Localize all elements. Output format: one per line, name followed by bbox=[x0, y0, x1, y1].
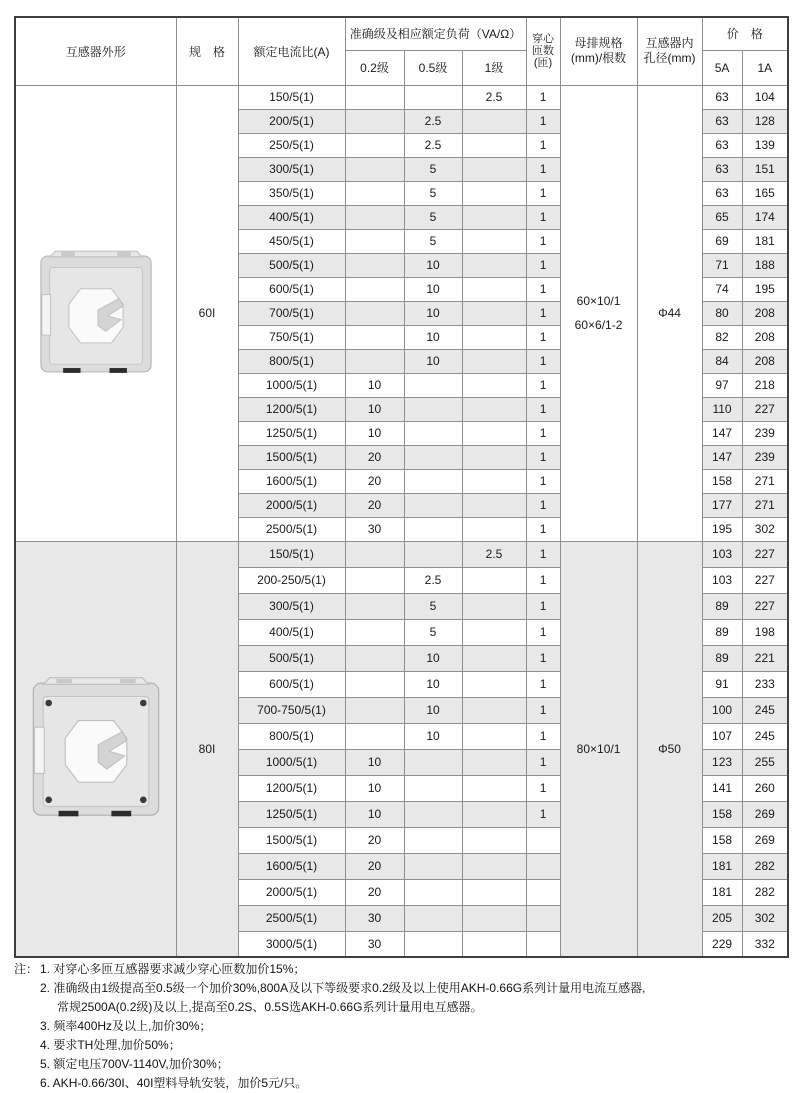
acc-1-cell bbox=[462, 879, 526, 905]
acc-02-cell bbox=[345, 181, 404, 205]
price-5a-cell: 107 bbox=[702, 723, 742, 749]
price-5a-cell: 89 bbox=[702, 619, 742, 645]
acc-02-cell bbox=[345, 349, 404, 373]
acc-02-cell bbox=[345, 277, 404, 301]
acc-1-cell bbox=[462, 133, 526, 157]
ratio-cell: 1600/5(1) bbox=[238, 853, 345, 879]
acc-1-cell bbox=[462, 493, 526, 517]
price-1a-cell: 208 bbox=[742, 301, 788, 325]
ratio-cell: 350/5(1) bbox=[238, 181, 345, 205]
ratio-cell: 800/5(1) bbox=[238, 349, 345, 373]
price-5a-cell: 63 bbox=[702, 181, 742, 205]
ratio-cell: 1200/5(1) bbox=[238, 397, 345, 421]
price-1a-cell: 269 bbox=[742, 801, 788, 827]
ratio-cell: 1000/5(1) bbox=[238, 373, 345, 397]
ratio-cell: 600/5(1) bbox=[238, 671, 345, 697]
turns-cell: 1 bbox=[526, 541, 560, 567]
acc-02-cell bbox=[345, 157, 404, 181]
table-row bbox=[15, 85, 788, 109]
turns-cell: 1 bbox=[526, 373, 560, 397]
turns-cell: 1 bbox=[526, 801, 560, 827]
price-5a-cell: 63 bbox=[702, 85, 742, 109]
ratio-cell: 200-250/5(1) bbox=[238, 567, 345, 593]
turns-cell: 1 bbox=[526, 619, 560, 645]
acc-02-cell bbox=[345, 645, 404, 671]
turns-cell bbox=[526, 853, 560, 879]
price-1a-cell: 227 bbox=[742, 541, 788, 567]
turns-cell: 1 bbox=[526, 421, 560, 445]
acc-05-cell bbox=[404, 853, 462, 879]
price-1a-cell: 260 bbox=[742, 775, 788, 801]
ratio-cell: 600/5(1) bbox=[238, 277, 345, 301]
acc-1-cell bbox=[462, 723, 526, 749]
price-5a-cell: 110 bbox=[702, 397, 742, 421]
spec-cell: 60I bbox=[176, 85, 238, 541]
price-5a-cell: 229 bbox=[702, 931, 742, 957]
ratio-cell: 1500/5(1) bbox=[238, 827, 345, 853]
turns-cell: 1 bbox=[526, 493, 560, 517]
ratio-cell: 1500/5(1) bbox=[238, 445, 345, 469]
acc-1-cell bbox=[462, 697, 526, 723]
note-line: 5. 额定电压700V-1140V,加价30%； bbox=[40, 1057, 229, 1071]
price-1a-cell: 271 bbox=[742, 493, 788, 517]
price-1a-cell: 218 bbox=[742, 373, 788, 397]
ratio-cell: 3000/5(1) bbox=[238, 931, 345, 957]
acc-02-cell bbox=[345, 671, 404, 697]
turns-cell: 1 bbox=[526, 109, 560, 133]
acc-05-cell bbox=[404, 85, 462, 109]
acc-02-cell: 20 bbox=[345, 853, 404, 879]
acc-05-cell bbox=[404, 373, 462, 397]
acc-05-cell bbox=[404, 445, 462, 469]
acc-02-cell: 10 bbox=[345, 801, 404, 827]
acc-05-cell: 10 bbox=[404, 253, 462, 277]
price-1a-cell: 181 bbox=[742, 229, 788, 253]
price-5a-cell: 147 bbox=[702, 445, 742, 469]
acc-1-cell bbox=[462, 801, 526, 827]
acc-1-cell bbox=[462, 775, 526, 801]
acc-05-cell bbox=[404, 749, 462, 775]
busbar-header-line: 母排规格 bbox=[574, 36, 623, 51]
acc-02-cell: 10 bbox=[345, 397, 404, 421]
turns-cell: 1 bbox=[526, 301, 560, 325]
acc-02-cell: 30 bbox=[345, 517, 404, 541]
price-5a-cell: 158 bbox=[702, 801, 742, 827]
acc-1-cell bbox=[462, 671, 526, 697]
busbar-line: 60×10/1 bbox=[576, 294, 621, 308]
acc-02-cell: 30 bbox=[345, 905, 404, 931]
ratio-cell: 300/5(1) bbox=[238, 157, 345, 181]
price-1a-cell: 208 bbox=[742, 325, 788, 349]
acc-02-cell bbox=[345, 253, 404, 277]
note-line: 2. 准确级由1级提高至0.5级一个加价30%,800A及以下等级要求0.2级及以上使用AKH-0.66G系列计量用电流互感器, bbox=[40, 981, 646, 995]
price-1a-cell: 221 bbox=[742, 645, 788, 671]
turns-cell: 1 bbox=[526, 645, 560, 671]
price-1a-cell: 188 bbox=[742, 253, 788, 277]
product-photo-cell-60I bbox=[15, 85, 176, 541]
price-5a-cell: 103 bbox=[702, 541, 742, 567]
acc-02-cell: 30 bbox=[345, 931, 404, 957]
acc-1-cell bbox=[462, 277, 526, 301]
acc-02-cell bbox=[345, 205, 404, 229]
acc-1-cell bbox=[462, 905, 526, 931]
turns-cell: 1 bbox=[526, 723, 560, 749]
acc-02-cell bbox=[345, 325, 404, 349]
note-line: 3. 频率400Hz及以上,加价30%； bbox=[40, 1019, 212, 1033]
price-5a-cell: 80 bbox=[702, 301, 742, 325]
product-photo-60I bbox=[38, 248, 154, 376]
ratio-cell: 450/5(1) bbox=[238, 229, 345, 253]
col-header-appearance: 互感器外形 bbox=[15, 17, 176, 85]
price-5a-cell: 91 bbox=[702, 671, 742, 697]
price-1a-cell: 282 bbox=[742, 853, 788, 879]
col-header-price-group: 价 格 bbox=[702, 17, 788, 50]
ratio-cell: 1000/5(1) bbox=[238, 749, 345, 775]
acc-02-cell bbox=[345, 619, 404, 645]
acc-1-cell bbox=[462, 645, 526, 671]
price-1a-cell: 227 bbox=[742, 593, 788, 619]
acc-1-cell bbox=[462, 517, 526, 541]
price-5a-cell: 89 bbox=[702, 593, 742, 619]
ratio-cell: 250/5(1) bbox=[238, 133, 345, 157]
price-5a-cell: 71 bbox=[702, 253, 742, 277]
price-5a-cell: 181 bbox=[702, 853, 742, 879]
turns-cell: 1 bbox=[526, 85, 560, 109]
col-header-acc-02: 0.2级 bbox=[345, 50, 404, 85]
turns-cell: 1 bbox=[526, 205, 560, 229]
acc-05-cell: 10 bbox=[404, 671, 462, 697]
acc-05-cell bbox=[404, 469, 462, 493]
acc-02-cell bbox=[345, 85, 404, 109]
acc-05-cell: 10 bbox=[404, 301, 462, 325]
acc-05-cell: 10 bbox=[404, 277, 462, 301]
acc-05-cell bbox=[404, 493, 462, 517]
col-header-ratio: 额定电流比(A) bbox=[238, 17, 345, 85]
acc-1-cell bbox=[462, 325, 526, 349]
turns-header-line: (匝) bbox=[533, 57, 553, 70]
price-5a-cell: 97 bbox=[702, 373, 742, 397]
ratio-cell: 1250/5(1) bbox=[238, 801, 345, 827]
acc-05-cell: 10 bbox=[404, 325, 462, 349]
col-header-price-5a: 5A bbox=[702, 50, 742, 85]
bore-header-line: 互感器内 bbox=[645, 36, 694, 51]
acc-05-cell: 10 bbox=[404, 697, 462, 723]
ratio-cell: 200/5(1) bbox=[238, 109, 345, 133]
col-header-busbar bbox=[560, 17, 637, 85]
acc-05-cell: 5 bbox=[404, 157, 462, 181]
turns-cell: 1 bbox=[526, 697, 560, 723]
bore-header-line: 孔径(mm) bbox=[643, 51, 696, 66]
acc-02-cell bbox=[345, 567, 404, 593]
price-1a-cell: 198 bbox=[742, 619, 788, 645]
note-line: 4. 要求TH处理,加价50%； bbox=[40, 1038, 181, 1052]
acc-1-cell bbox=[462, 181, 526, 205]
ratio-cell: 150/5(1) bbox=[238, 541, 345, 567]
acc-05-cell: 2.5 bbox=[404, 567, 462, 593]
acc-02-cell bbox=[345, 133, 404, 157]
acc-05-cell bbox=[404, 517, 462, 541]
price-1a-cell: 332 bbox=[742, 931, 788, 957]
ratio-cell: 2500/5(1) bbox=[238, 517, 345, 541]
price-5a-cell: 123 bbox=[702, 749, 742, 775]
acc-02-cell bbox=[345, 301, 404, 325]
price-1a-cell: 245 bbox=[742, 723, 788, 749]
price-1a-cell: 239 bbox=[742, 445, 788, 469]
acc-1-cell bbox=[462, 853, 526, 879]
table-row bbox=[15, 541, 788, 567]
price-1a-cell: 139 bbox=[742, 133, 788, 157]
turns-cell: 1 bbox=[526, 253, 560, 277]
price-1a-cell: 282 bbox=[742, 879, 788, 905]
acc-05-cell: 10 bbox=[404, 723, 462, 749]
turns-cell: 1 bbox=[526, 349, 560, 373]
price-5a-cell: 63 bbox=[702, 157, 742, 181]
acc-02-cell bbox=[345, 109, 404, 133]
price-1a-cell: 302 bbox=[742, 905, 788, 931]
price-5a-cell: 147 bbox=[702, 421, 742, 445]
price-1a-cell: 233 bbox=[742, 671, 788, 697]
acc-05-cell bbox=[404, 397, 462, 421]
turns-cell: 1 bbox=[526, 775, 560, 801]
acc-02-cell: 20 bbox=[345, 879, 404, 905]
acc-05-cell bbox=[404, 775, 462, 801]
turns-cell: 1 bbox=[526, 229, 560, 253]
acc-1-cell bbox=[462, 349, 526, 373]
acc-05-cell bbox=[404, 905, 462, 931]
acc-05-cell bbox=[404, 421, 462, 445]
ratio-cell: 1600/5(1) bbox=[238, 469, 345, 493]
acc-1-cell bbox=[462, 445, 526, 469]
turns-cell bbox=[526, 879, 560, 905]
turns-cell: 1 bbox=[526, 445, 560, 469]
ratio-cell: 400/5(1) bbox=[238, 619, 345, 645]
acc-1-cell bbox=[462, 619, 526, 645]
acc-05-cell: 5 bbox=[404, 619, 462, 645]
notes bbox=[14, 960, 794, 1093]
turns-cell: 1 bbox=[526, 517, 560, 541]
acc-05-cell: 5 bbox=[404, 229, 462, 253]
acc-02-cell: 10 bbox=[345, 373, 404, 397]
ratio-cell: 1250/5(1) bbox=[238, 421, 345, 445]
price-5a-cell: 63 bbox=[702, 133, 742, 157]
note-line: 1. 对穿心多匝互感器要求减少穿心匝数加价15%； bbox=[40, 962, 306, 976]
acc-05-cell bbox=[404, 541, 462, 567]
turns-header-line: 匝数 bbox=[532, 45, 555, 58]
price-1a-cell: 245 bbox=[742, 697, 788, 723]
price-1a-cell: 165 bbox=[742, 181, 788, 205]
acc-05-cell: 10 bbox=[404, 349, 462, 373]
ratio-cell: 800/5(1) bbox=[238, 723, 345, 749]
busbar-line: 60×6/1-2 bbox=[574, 318, 623, 332]
price-5a-cell: 82 bbox=[702, 325, 742, 349]
acc-05-cell: 5 bbox=[404, 205, 462, 229]
acc-05-cell bbox=[404, 879, 462, 905]
price-1a-cell: 227 bbox=[742, 567, 788, 593]
turns-cell bbox=[526, 931, 560, 957]
spec-price-table bbox=[14, 16, 789, 958]
turns-cell: 1 bbox=[526, 325, 560, 349]
acc-02-cell: 20 bbox=[345, 445, 404, 469]
turns-cell: 1 bbox=[526, 749, 560, 775]
busbar-header-line: (mm)/根数 bbox=[570, 51, 627, 66]
turns-cell: 1 bbox=[526, 469, 560, 493]
col-header-acc-1: 1级 bbox=[462, 50, 526, 85]
acc-05-cell: 5 bbox=[404, 593, 462, 619]
acc-1-cell bbox=[462, 421, 526, 445]
acc-1-cell bbox=[462, 931, 526, 957]
price-5a-cell: 181 bbox=[702, 879, 742, 905]
price-5a-cell: 100 bbox=[702, 697, 742, 723]
acc-1-cell bbox=[462, 253, 526, 277]
spec-cell: 80I bbox=[176, 541, 238, 957]
note-line: 常规2500A(0.2级)及以上,提高至0.2S、0.5S选AKH-0.66G系列计量用电互感器。 bbox=[57, 1000, 483, 1014]
price-1a-cell: 227 bbox=[742, 397, 788, 421]
ratio-cell: 700-750/5(1) bbox=[238, 697, 345, 723]
acc-02-cell: 20 bbox=[345, 469, 404, 493]
acc-1-cell bbox=[462, 469, 526, 493]
turns-cell: 1 bbox=[526, 277, 560, 301]
ratio-cell: 150/5(1) bbox=[238, 85, 345, 109]
ratio-cell: 500/5(1) bbox=[238, 253, 345, 277]
turns-cell: 1 bbox=[526, 157, 560, 181]
price-1a-cell: 302 bbox=[742, 517, 788, 541]
turns-cell: 1 bbox=[526, 593, 560, 619]
price-5a-cell: 158 bbox=[702, 827, 742, 853]
price-5a-cell: 195 bbox=[702, 517, 742, 541]
acc-02-cell bbox=[345, 541, 404, 567]
ratio-cell: 2000/5(1) bbox=[238, 879, 345, 905]
acc-05-cell bbox=[404, 931, 462, 957]
turns-cell bbox=[526, 827, 560, 853]
acc-02-cell: 10 bbox=[345, 421, 404, 445]
price-5a-cell: 74 bbox=[702, 277, 742, 301]
price-5a-cell: 65 bbox=[702, 205, 742, 229]
ratio-cell: 500/5(1) bbox=[238, 645, 345, 671]
note-line: 6. AKH-0.66/30I、40I塑料导轨安装，加价5元/只。 bbox=[40, 1076, 308, 1090]
acc-05-cell bbox=[404, 801, 462, 827]
acc-1-cell bbox=[462, 373, 526, 397]
acc-1-cell: 2.5 bbox=[462, 541, 526, 567]
product-photo-80I bbox=[30, 672, 162, 822]
bore-cell: Φ44 bbox=[637, 85, 702, 541]
product-photo-cell-80I bbox=[15, 541, 176, 957]
acc-1-cell bbox=[462, 205, 526, 229]
col-header-bore bbox=[637, 17, 702, 85]
acc-1-cell bbox=[462, 567, 526, 593]
header-row-1 bbox=[15, 17, 788, 50]
acc-05-cell bbox=[404, 827, 462, 853]
ratio-cell: 700/5(1) bbox=[238, 301, 345, 325]
ratio-cell: 2000/5(1) bbox=[238, 493, 345, 517]
acc-1-cell bbox=[462, 827, 526, 853]
busbar-line: 80×10/1 bbox=[576, 741, 621, 756]
price-5a-cell: 141 bbox=[702, 775, 742, 801]
acc-1-cell bbox=[462, 749, 526, 775]
acc-02-cell: 10 bbox=[345, 749, 404, 775]
acc-1-cell bbox=[462, 109, 526, 133]
ratio-cell: 750/5(1) bbox=[238, 325, 345, 349]
price-5a-cell: 63 bbox=[702, 109, 742, 133]
ratio-cell: 2500/5(1) bbox=[238, 905, 345, 931]
col-header-accuracy-group: 准确级及相应额定负荷（VA/Ω） bbox=[345, 17, 526, 50]
acc-02-cell: 20 bbox=[345, 493, 404, 517]
price-5a-cell: 103 bbox=[702, 567, 742, 593]
ratio-cell: 300/5(1) bbox=[238, 593, 345, 619]
price-1a-cell: 128 bbox=[742, 109, 788, 133]
bore-cell: Φ50 bbox=[637, 541, 702, 957]
acc-1-cell bbox=[462, 593, 526, 619]
price-1a-cell: 269 bbox=[742, 827, 788, 853]
acc-05-cell: 10 bbox=[404, 645, 462, 671]
acc-02-cell bbox=[345, 723, 404, 749]
acc-1-cell bbox=[462, 397, 526, 421]
price-1a-cell: 208 bbox=[742, 349, 788, 373]
price-1a-cell: 195 bbox=[742, 277, 788, 301]
price-1a-cell: 255 bbox=[742, 749, 788, 775]
acc-1-cell: 2.5 bbox=[462, 85, 526, 109]
notes-prefix: 注： bbox=[14, 962, 39, 976]
turns-cell: 1 bbox=[526, 133, 560, 157]
price-5a-cell: 69 bbox=[702, 229, 742, 253]
turns-cell: 1 bbox=[526, 181, 560, 205]
acc-05-cell: 5 bbox=[404, 181, 462, 205]
ratio-cell: 400/5(1) bbox=[238, 205, 345, 229]
col-header-price-1a: 1A bbox=[742, 50, 788, 85]
price-1a-cell: 104 bbox=[742, 85, 788, 109]
turns-header-line: 穿心 bbox=[532, 33, 555, 46]
price-1a-cell: 271 bbox=[742, 469, 788, 493]
acc-1-cell bbox=[462, 301, 526, 325]
price-1a-cell: 174 bbox=[742, 205, 788, 229]
turns-cell: 1 bbox=[526, 397, 560, 421]
acc-05-cell: 2.5 bbox=[404, 109, 462, 133]
acc-02-cell bbox=[345, 593, 404, 619]
price-5a-cell: 177 bbox=[702, 493, 742, 517]
turns-cell: 1 bbox=[526, 567, 560, 593]
busbar-cell bbox=[560, 541, 637, 957]
acc-1-cell bbox=[462, 229, 526, 253]
acc-02-cell bbox=[345, 229, 404, 253]
ratio-cell: 1200/5(1) bbox=[238, 775, 345, 801]
turns-cell: 1 bbox=[526, 671, 560, 697]
price-5a-cell: 84 bbox=[702, 349, 742, 373]
price-5a-cell: 89 bbox=[702, 645, 742, 671]
acc-02-cell: 10 bbox=[345, 775, 404, 801]
col-header-turns bbox=[526, 17, 560, 85]
turns-cell bbox=[526, 905, 560, 931]
price-1a-cell: 151 bbox=[742, 157, 788, 181]
acc-05-cell: 2.5 bbox=[404, 133, 462, 157]
col-header-acc-05: 0.5级 bbox=[404, 50, 462, 85]
acc-1-cell bbox=[462, 157, 526, 181]
acc-02-cell: 20 bbox=[345, 827, 404, 853]
price-5a-cell: 205 bbox=[702, 905, 742, 931]
acc-02-cell bbox=[345, 697, 404, 723]
busbar-cell bbox=[560, 85, 637, 541]
price-1a-cell: 239 bbox=[742, 421, 788, 445]
price-5a-cell: 158 bbox=[702, 469, 742, 493]
col-header-spec: 规 格 bbox=[176, 17, 238, 85]
